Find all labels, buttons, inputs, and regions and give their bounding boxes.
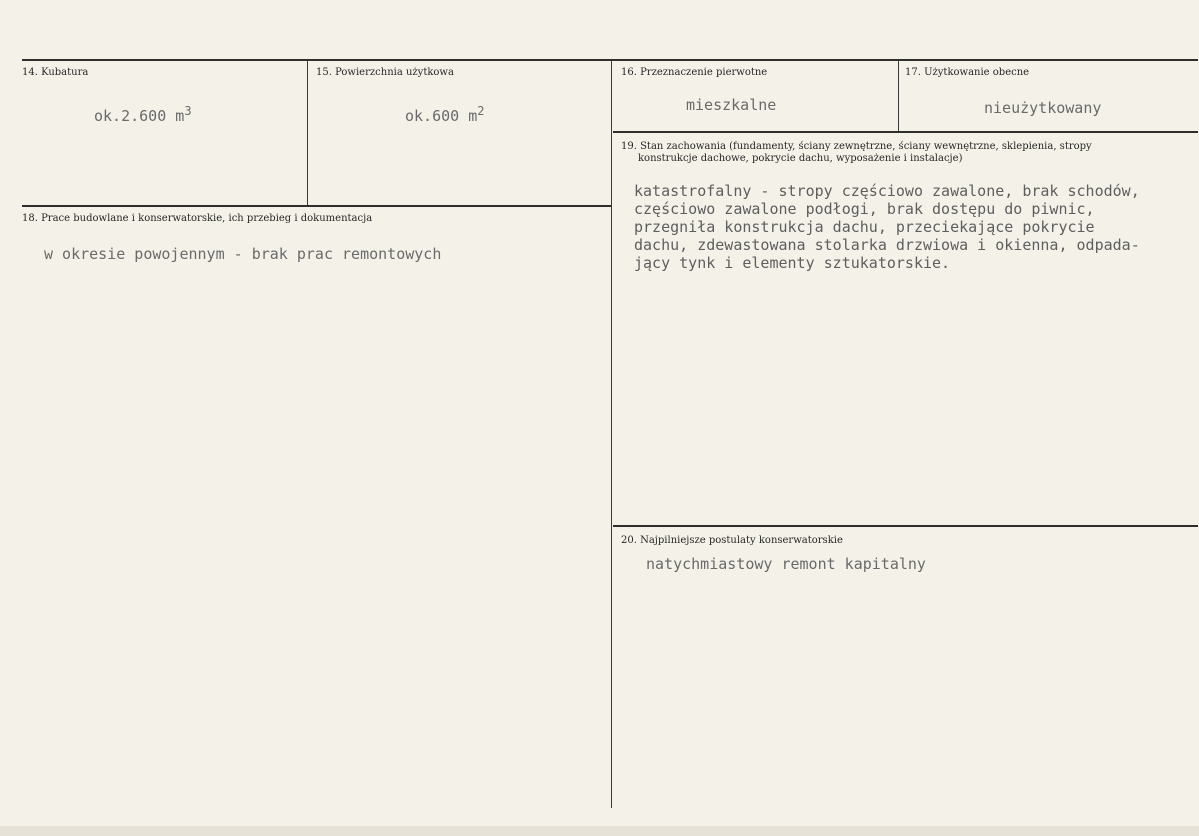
field-17-label: 17. Użytkowanie obecne [905,67,1030,78]
divider-14-15 [307,60,308,205]
field-19-line: katastrofalny - stropy częściowo zawalone, brak schodów, [634,182,1140,200]
field-19-line: częściowo zawalone podłogi, brak dostępu do piwnic, [634,200,1095,218]
field-18-label: 18. Prace budowlane i konserwatorskie, ich przebieg i dokumentacja [22,213,373,224]
field-15-unit-exponent: 2 [477,104,485,118]
top-rule [22,59,1198,61]
rule-above-field-20 [613,525,1198,527]
field-14-value-text: ok.2.600 m [94,107,185,125]
field-14-value [94,103,192,125]
field-14-label: 14. Kubatura [22,67,89,78]
center-divider [611,60,612,808]
field-16-value: mieszkalne [686,96,777,114]
rule-below-row1-left [22,205,611,207]
field-17-value: nieużytkowany [984,99,1102,117]
field-19-label-line-1: 19. Stan zachowania (fundamenty, ściany zewnętrzne, ściany wewnętrzne, sklepienia, stropy [621,141,1092,152]
field-20-value: natychmiastowy remont kapitalny [646,555,926,573]
field-19-line: dachu, zdewastowana stolarka drzwiowa i okienna, odpada- [634,236,1140,254]
field-19-value [634,182,1140,272]
divider-16-17 [898,60,899,131]
field-18-value: w okresie powojennym - brak prac remontowych [44,245,442,263]
field-19-line: przegniła konstrukcja dachu, przeciekające pokrycie [634,218,1095,236]
field-19-label-line-2: konstrukcje dachowe, pokrycie dachu, wyposażenie i instalacje) [638,153,963,164]
field-20-label: 20. Najpilniejsze postulaty konserwatorskie [621,535,843,546]
field-15-label: 15. Powierzchnia użytkowa [316,67,454,78]
field-15-value [405,103,484,125]
field-14-unit-exponent: 3 [184,104,192,118]
card-bottom-edge [0,826,1199,836]
field-19-line: jący tynk i elementy sztukatorskie. [634,254,951,272]
field-15-value-text: ok.600 m [405,107,478,125]
field-16-label: 16. Przeznaczenie pierwotne [621,67,768,78]
rule-below-row1-right [613,131,1198,133]
